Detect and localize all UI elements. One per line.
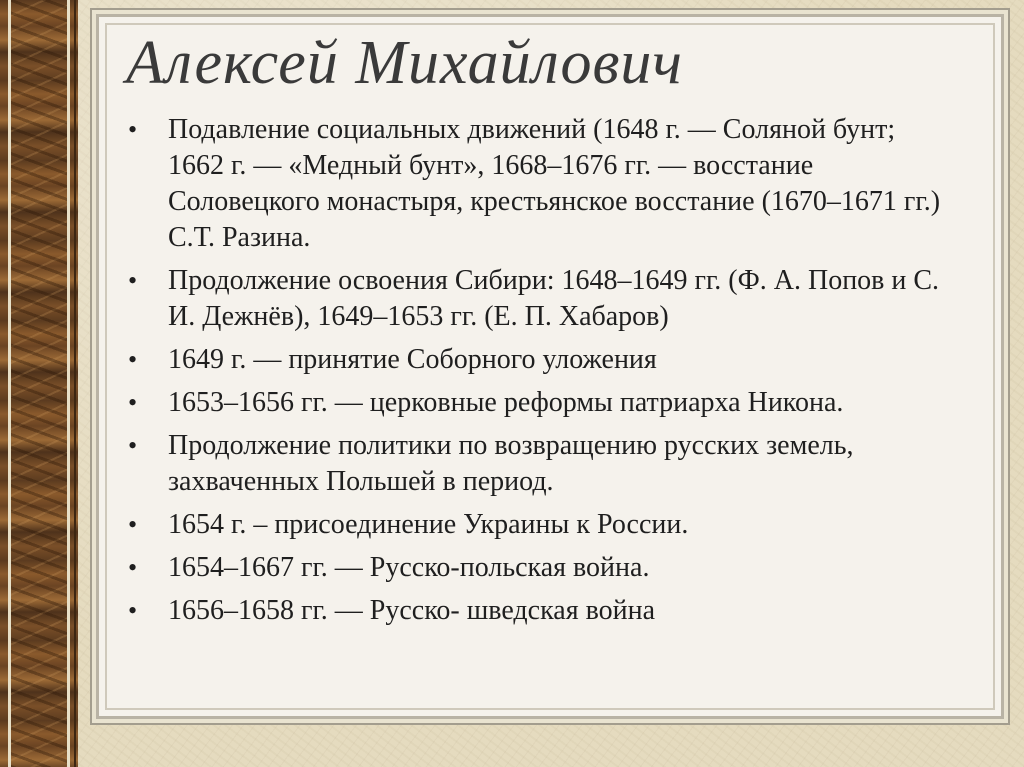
list-item [126, 263, 956, 335]
list-item [126, 593, 956, 629]
bullet-icon: • [128, 266, 138, 295]
list-item-text: 1654–1667 гг. — Русско-польская война. [168, 552, 650, 583]
strip-border-line [67, 0, 70, 767]
list-item-text: 1653–1656 гг. — церковные реформы патриарха Никона. [168, 387, 844, 418]
bullet-icon: • [128, 388, 138, 417]
strip-border-line [8, 0, 11, 767]
list-item-text: 1654 г. – присоединение Украины к России. [168, 509, 689, 540]
bullet-icon: • [128, 596, 138, 625]
list-item-text: 1649 г. — принятие Соборного уложения [168, 344, 657, 375]
list-item [126, 385, 956, 421]
list-item [126, 550, 956, 586]
bullet-icon: • [128, 345, 138, 374]
list-item [126, 507, 956, 543]
list-item-text: Продолжение освоения Сибири: 1648–1649 гг. (Ф. А. Попов и С. И. Дежнёв), 1649–1653 гг. (Е. П. Хабаров) [168, 265, 940, 332]
list-item-text: Подавление социальных движений (1648 г. — Соляной бунт; 1662 г. — «Медный бунт», 1668–1676 гг. — восстание Соловецкого монастыря, крестьянское восстание (1670–1671 гг.) С.Т. Разина. [168, 114, 941, 253]
list-item [126, 428, 956, 500]
bullet-icon: • [128, 431, 138, 460]
bullet-icon: • [128, 510, 138, 539]
strip-border-line [74, 0, 76, 767]
list-item-text: Продолжение политики по возвращению русских земель, захваченных Польшей в период. [168, 430, 854, 497]
bullet-list [126, 112, 956, 636]
wood-texture [8, 0, 70, 767]
bullet-icon: • [128, 553, 138, 582]
slide-title: Алексей Михайлович [126, 29, 683, 97]
list-item-text: 1656–1658 гг. — Русско- шведская война [168, 595, 656, 626]
decorative-wood-strip [0, 0, 78, 767]
list-item [126, 342, 956, 378]
list-item [126, 112, 956, 256]
bullet-icon: • [128, 115, 138, 144]
